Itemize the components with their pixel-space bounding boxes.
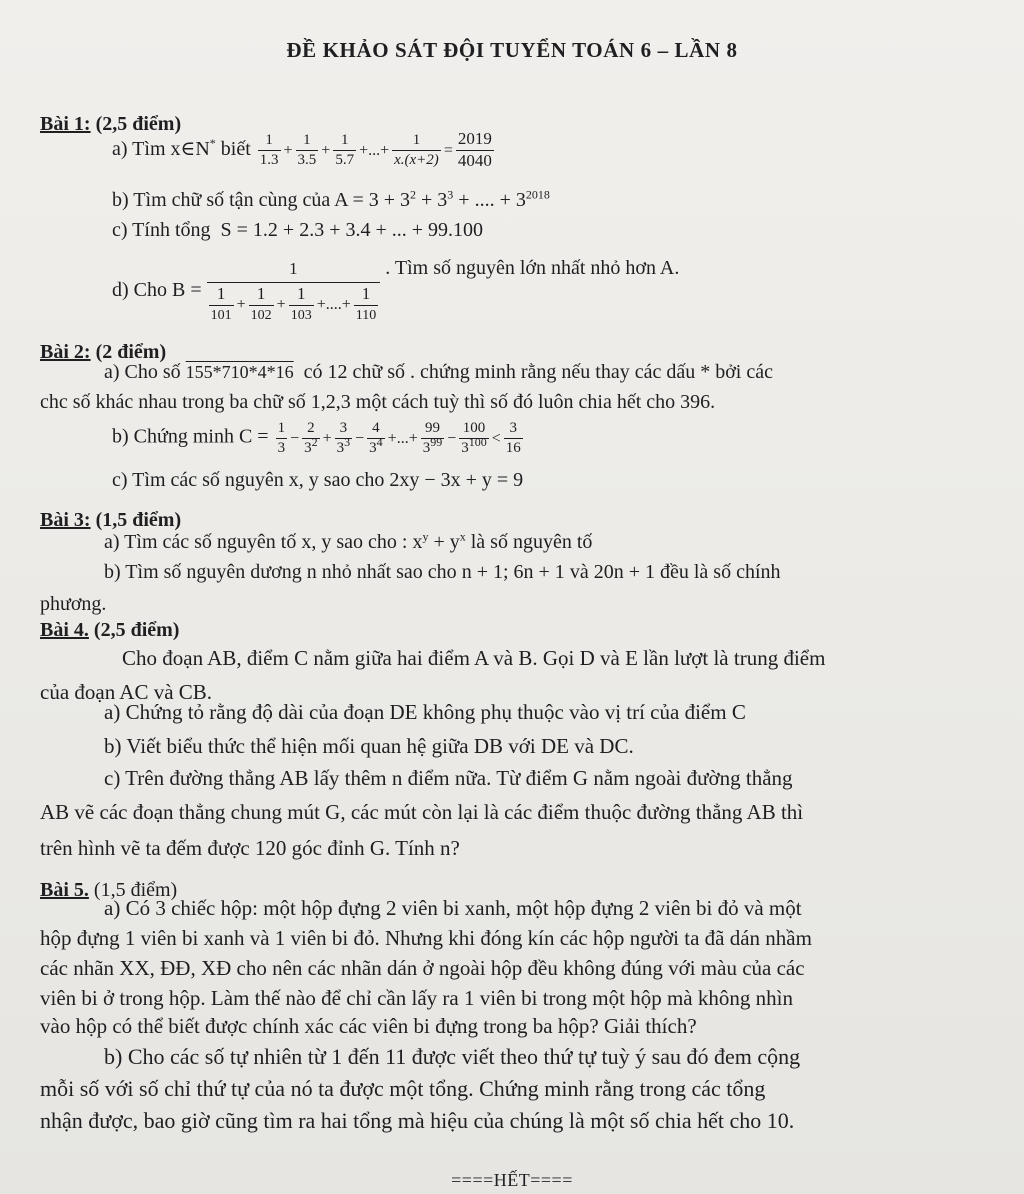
- bai1-b-expr: $A = 3 + 3^2 + 3^3$ + .... + $3^{2018}$: [334, 187, 550, 211]
- bai4-heading: [40, 618, 179, 642]
- bai1-b-text: b) Tìm chữ số tận cùng của: [112, 189, 331, 211]
- bai1-a-dots: +...+: [359, 141, 390, 159]
- bai1-a-star: *: [209, 136, 216, 151]
- fraction: $\frac{4}{3^4}$: [369, 420, 383, 456]
- bai2-a-prefix: a) Cho số: [104, 361, 181, 383]
- bai2-a-line2: chc số khác nhau trong ba chữ số 1,2,3 một cách tuỳ thì số đó luôn chia hết cho 396.: [40, 391, 716, 413]
- bai3-a: [104, 530, 592, 554]
- bai4-intro1: Cho đoạn AB, điểm C nằm giữa hai điểm A và B. Gọi D và E lần lượt là trung điểm: [122, 646, 826, 670]
- bai1-a-set: x∈N: [170, 137, 210, 160]
- fraction: $\frac{99}{3^{99}}$: [422, 420, 443, 456]
- fraction: $\frac{1}{5.7}$: [335, 132, 355, 168]
- bai3-b-text: b) Tìm số nguyên dương n nhỏ nhất sao cho: [104, 561, 457, 583]
- fraction: $\frac{3}{16}$: [505, 420, 521, 456]
- bai1-a-prefix: a) Tìm: [112, 137, 166, 160]
- fraction: $\frac{1}{110}$: [355, 283, 377, 324]
- fraction: $\frac{1}{3.5}$: [297, 132, 317, 168]
- bai3-b: [104, 560, 781, 584]
- complex-fraction: 1 $\frac{1}{101}$ + $\frac{1}{102}$ + $\frac{1}{103}$ +....+ $\frac{1}{110}$: [207, 259, 381, 323]
- bai4-c1: c) Trên đường thẳng AB lấy thêm n điểm nữa. Từ điểm G nằm ngoài đường thẳng: [104, 766, 793, 790]
- bai3-heading: [40, 508, 181, 532]
- bai1-d-text: d) Cho B =: [112, 279, 202, 301]
- bai2-c-expr: 2xy − 3x + y = 9: [389, 469, 524, 491]
- bai3-a-tail: là số nguyên tố: [470, 531, 593, 553]
- page-title: ĐỀ KHẢO SÁT ĐỘI TUYỂN TOÁN 6 – LẦN 8: [286, 38, 738, 62]
- bai1-points: (2,5 điểm): [95, 113, 182, 135]
- bai2-a-tail: có 12 chữ số . chứng minh rằng nếu thay các dấu * bởi các: [303, 361, 773, 383]
- bai1-a: a) Tìm x∈N* biết $\frac{1}{1.3}$ + $\frac{1}{3.5}$ + $\frac{1}{5.7}$ +...+ $\frac{1}{x.(x+2)}$ = $\frac{2019}{4040}$: [112, 129, 492, 170]
- bai1-c-text: c) Tính tổng: [112, 219, 211, 241]
- bai1-c: [112, 218, 483, 242]
- bai2-a-number: 155*710*4*16: [185, 362, 294, 382]
- fraction: $\frac{1}{3}$: [277, 420, 286, 456]
- fraction: $\frac{3}{3^3}$: [336, 420, 351, 456]
- bai3-b-and: và: [569, 561, 589, 583]
- bai4-c2: AB vẽ các đoạn thẳng chung mút G, các mút còn lại là các điểm thuộc đường thẳng AB thì: [40, 800, 804, 824]
- bai2-a: [104, 360, 773, 384]
- bai4-points: (2,5 điểm): [93, 619, 180, 641]
- bai1-d-tail: . Tìm số nguyên lớn nhất nhỏ hơn A.: [385, 257, 680, 279]
- end-marker: ====HẾT====: [451, 1170, 573, 1190]
- bai4-c3: trên hình vẽ ta đếm được 120 góc đỉnh G. Tính n?: [40, 836, 460, 860]
- bai4-intro2: của đoạn AC và CB.: [40, 680, 213, 704]
- bai1-b: [112, 188, 550, 212]
- bai4-a: a) Chứng tỏ rằng độ dài của đoạn DE không phụ thuộc vào vị trí của điểm C: [104, 700, 746, 724]
- bai2-c-text: c) Tìm các số nguyên x, y sao cho: [112, 469, 385, 491]
- fraction: $\frac{1}{103}$: [290, 283, 312, 324]
- bai3-b-line2: phương.: [40, 593, 107, 615]
- bai1-c-expr: S = 1.2 + 2.3 + 3.4 + ... + 99.100: [220, 219, 484, 241]
- bai3-a-expr: $x^y + y^x$: [412, 529, 466, 553]
- fraction: $\frac{100}{3^{100}}$: [461, 420, 487, 456]
- fraction: $\frac{2}{3^2}$: [304, 420, 318, 456]
- bai2-b: b) Chứng minh C = $\frac{1}{3}$ − $\frac{2}{3^2}$ + $\frac{3}{3^3}$ − $\frac{4}{3^4}$ +...+ $\frac{99}{3^{99}}$ − $\frac{100}{3^{100}}$ < $\frac{3}{16}$: [112, 420, 521, 456]
- bai1-label: Bài 1:: [40, 113, 91, 135]
- bai1-d: [112, 256, 679, 324]
- bai3-b-expr2: 20n + 1: [593, 561, 655, 583]
- bai3-b-expr: n + 1; 6n + 1: [461, 561, 565, 583]
- fraction: $\frac{1}{1.3}$: [259, 132, 279, 168]
- bai5-label: Bài 5.: [40, 879, 89, 901]
- bai5-points: (1,5 điểm): [93, 879, 178, 901]
- bai5-a5: vào hộp có thể biết được chính xác các viên bi đựng trong ba hộp? Giải thích?: [40, 1014, 697, 1038]
- bai5-a2: hộp đựng 1 viên bi xanh và 1 viên bi đỏ. Nhưng khi đóng kín các hộp người ta đã dán nhầm: [40, 926, 812, 950]
- bai2-label: Bài 2:: [40, 341, 91, 363]
- bai5-b1: b) Cho các số tự nhiên từ 1 đến 11 được viết theo thứ tự tuỳ ý sau đó đem cộng: [104, 1044, 801, 1069]
- bai2-c: [112, 468, 523, 492]
- fraction: $\frac{2019}{4040}$: [457, 129, 492, 170]
- bai5-b3: nhận được, bao giờ cũng tìm ra hai tổng mà hiệu của chúng là một số chia hết cho 10.: [40, 1108, 795, 1133]
- fraction: $\frac{1}{101}$: [210, 283, 232, 324]
- bai3-label: Bài 3:: [40, 509, 91, 531]
- bai3-points: (1,5 điểm): [95, 509, 182, 531]
- bai2-b-prefix: b) Chứng minh C =: [112, 425, 269, 448]
- bai4-b: b) Viết biểu thức thể hiện mối quan hệ giữa DB với DE và DC.: [104, 734, 634, 758]
- bai3-b-tail: đều là số chính: [659, 561, 781, 583]
- bai5-a3: các nhãn XX, ĐĐ, XĐ cho nên các nhãn dán ở ngoài hộp đều không đúng với màu của các: [40, 956, 805, 980]
- bai3-a-text: a) Tìm các số nguyên tố x, y sao cho :: [104, 531, 408, 553]
- bai4-label: Bài 4.: [40, 619, 89, 641]
- bai2-points: (2 điểm): [95, 341, 167, 363]
- bai5-a1: a) Có 3 chiếc hộp: một hộp đựng 2 viên bi xanh, một hộp đựng 2 viên bi đỏ và một: [104, 896, 802, 920]
- bai1-a-know: biết: [220, 137, 251, 160]
- fraction: $\frac{1}{x.(x+2)}$: [394, 132, 439, 168]
- bai5-a4: viên bi ở trong hộp. Làm thế nào để chỉ cần lấy ra 1 viên bi trong một hộp mà không nhìn: [40, 986, 793, 1010]
- fraction: $\frac{1}{102}$: [250, 283, 272, 324]
- bai5-b2: mỗi số với số chỉ thứ tự của nó ta được một tổng. Chứng minh rằng trong các tổng: [40, 1076, 766, 1101]
